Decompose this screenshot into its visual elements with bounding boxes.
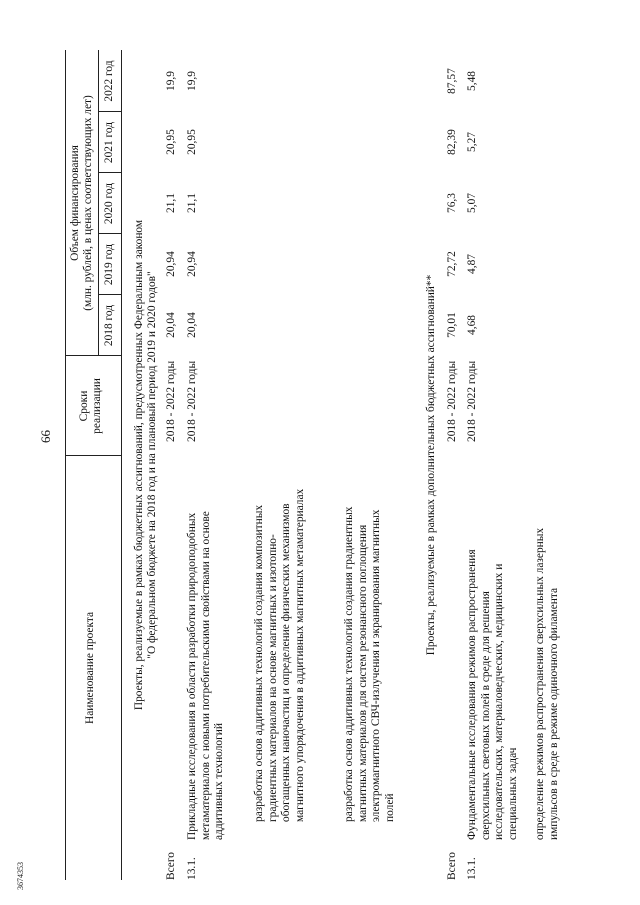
section2-total-2021: 82,39 — [446, 129, 458, 155]
header-funding-line1: Объем финансирования — [69, 145, 81, 261]
section2-total-label: Всего — [446, 852, 458, 880]
section1-total-2019: 20,94 — [165, 251, 177, 277]
section2-item-2022: 5,48 — [466, 71, 478, 91]
section2-item-number: 13.1. — [466, 857, 478, 880]
section1-title-line1: Проекты, реализуемые в рамках бюджетных ассигнований, предусмотренных Федеральным законом — [133, 219, 145, 711]
rotated-table-page — [58, 20, 608, 880]
header-terms-line1: Сроки — [78, 390, 90, 422]
section2-item-name: Фундаментальные исследования режимов распространения сверхсильных световых полей в среде для решения исследовательских, материаловедческих, медицинских и специальных задач — [466, 549, 519, 840]
header-year-2019: 2019 год — [103, 243, 115, 286]
section2-total-2019: 72,72 — [446, 251, 458, 277]
section1-item-name: Прикладные исследования в области разработки природоподобных метаматериалов с новыми потребительскими свойствами на основе аддитивных технологий — [186, 511, 226, 840]
section2-total-2020: 76,3 — [446, 193, 458, 213]
section1-total-2021: 20,95 — [165, 129, 177, 155]
section2-total-2022: 87,57 — [446, 68, 458, 94]
header-bottom-rule — [121, 50, 122, 880]
section1-total-label: Всего — [165, 852, 177, 880]
header-project-name: Наименование проекта — [84, 611, 96, 725]
section1-title-line2: "О федеральном бюджете на 2018 год и на плановый период 2019 и 2020 годов" — [146, 271, 158, 659]
section2-item-2020: 5,07 — [466, 193, 478, 213]
section2-title: Проекты, реализуемые в рамках дополнительных бюджетных ассигнований** — [425, 274, 437, 656]
section2-item-2021: 5,27 — [466, 132, 478, 152]
section1-item-2020: 21,1 — [186, 193, 198, 213]
header-terms-line2: реализации — [91, 378, 103, 434]
header-year-2020: 2020 год — [103, 182, 115, 225]
section1-total-2020: 21,1 — [165, 193, 177, 213]
section1-total-period: 2018 - 2022 годы — [165, 360, 177, 442]
section2-item-2019: 4,87 — [466, 254, 478, 274]
section1-item-2022: 19,9 — [186, 71, 198, 91]
header-funding-line2: (млн. рублей, в ценах соответствующих лет) — [82, 95, 94, 311]
header-year-2022: 2022 год — [103, 60, 115, 102]
section2-total-period: 2018 - 2022 годы — [446, 360, 458, 442]
section2-subtask-1: определение режимов распространения сверхсильных лазерных импульсов в среде в режиме одиночного филамента — [534, 527, 560, 840]
section1-item-number: 13.1. — [186, 857, 198, 880]
header-year-2021: 2021 год — [103, 121, 115, 164]
section2-item-period: 2018 - 2022 годы — [466, 360, 478, 442]
section1-subtask-2: разработка основ аддитивных технологий создания градиентных магнитных материалов для систем резонансного поглощения электромагнитного СВЧ-излучения и экранирования магнитных полей — [343, 506, 396, 822]
page-number: 66 — [38, 430, 53, 443]
section2-item-2018: 4,68 — [466, 315, 478, 335]
section1-item-2021: 20,95 — [186, 129, 198, 155]
section1-subtask-1: разработка основ аддитивных технологий создания композитных градиентных материалов на основе магнитных и изотопно-обогащенных наночастиц и определение физических механизмов магнитного упорядочения в аддитивных магнитных метаматериалах — [253, 488, 306, 822]
years-divider-rule — [98, 50, 99, 356]
table-top-rule — [65, 50, 66, 880]
section1-item-2019: 20,94 — [186, 251, 198, 277]
header-year-2018: 2018 год — [103, 304, 115, 347]
section1-total-2018: 20,04 — [165, 312, 177, 338]
section1-item-2018: 20,04 — [186, 312, 198, 338]
section1-item-period: 2018 - 2022 годы — [186, 360, 198, 442]
section2-total-2018: 70,01 — [446, 312, 458, 338]
document-id: 3674353 — [16, 862, 25, 890]
section1-total-2022: 19,9 — [165, 71, 177, 91]
